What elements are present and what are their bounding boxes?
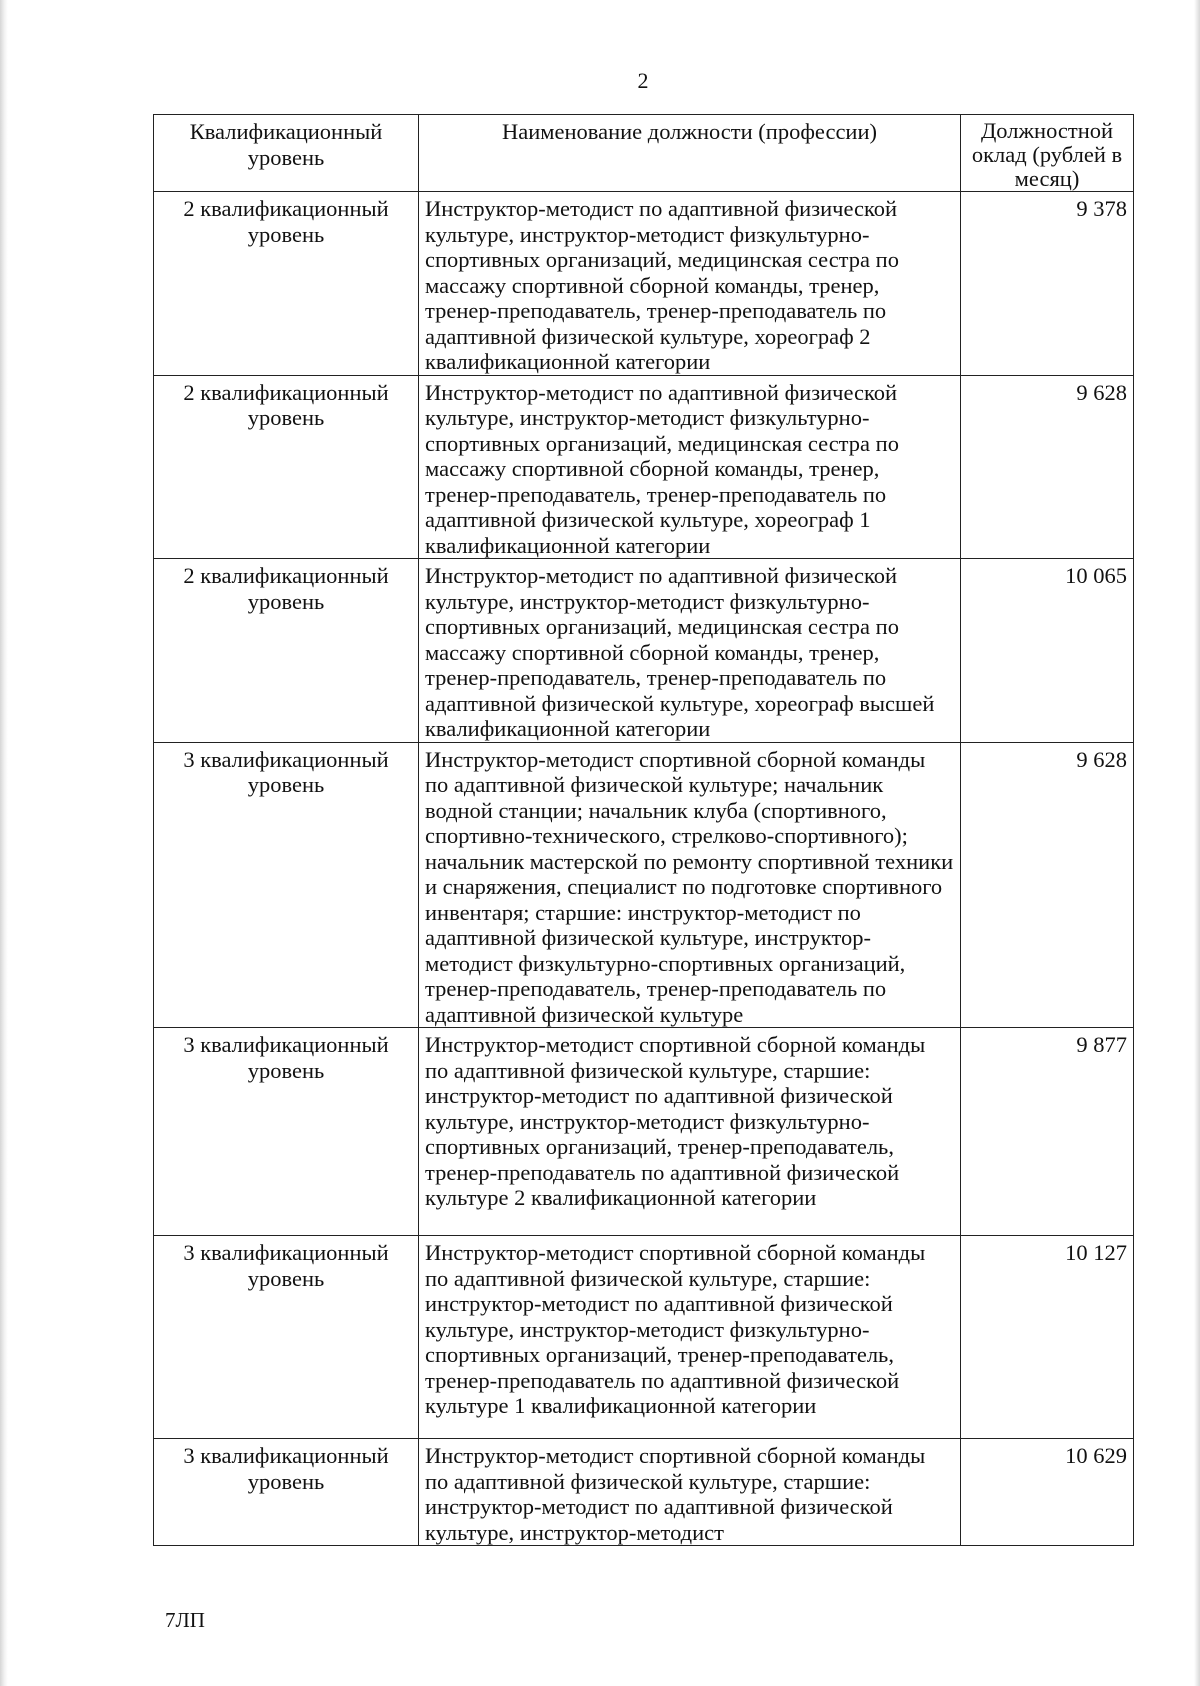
level-cell: 3 квалификационный уровень (154, 1236, 419, 1439)
position-title-cell: Инструктор-методист спортивной сборной команды по адаптивной физической культуре; начальник водной станции; начальник клуба (спортивного, спортивно-технического, стрелково-спортивного); начальник мастерской по ремонту спортивной техники и снаряжения, специалист по подготовке спортивного инвентаря; старшие: инструктор-методист по адаптивной физической культуре, инструктор-методист физкультурно-спортивных организаций, тренер-преподаватель, тренер-преподаватель по адаптивной физической культуре (419, 742, 961, 1028)
salary-table (153, 114, 1134, 1546)
level-cell: 2 квалификационный уровень (154, 192, 419, 376)
salary-cell: 10 127 (961, 1236, 1134, 1439)
table-row (154, 559, 1134, 743)
level-cell: 2 квалификационный уровень (154, 375, 419, 559)
salary-cell: 9 628 (961, 375, 1134, 559)
position-title-cell: Инструктор-методист по адаптивной физической культуре, инструктор-методист физкультурно-спортивных организаций, медицинская сестра по массажу спортивной сборной команды, тренер, тренер-преподаватель, тренер-преподаватель по адаптивной физической культуре, хореограф 1 квалификационной категории (419, 375, 961, 559)
table-row (154, 1236, 1134, 1439)
level-cell: 3 квалификационный уровень (154, 742, 419, 1028)
table-row (154, 192, 1134, 376)
salary-cell: 9 378 (961, 192, 1134, 376)
scan-edge-left (0, 0, 8, 1686)
table-row (154, 1028, 1134, 1236)
salary-cell: 10 629 (961, 1439, 1134, 1546)
salary-cell: 9 877 (961, 1028, 1134, 1236)
header-salary: Должностной оклад (рублей в месяц) (961, 115, 1134, 192)
table-row (154, 1439, 1134, 1546)
table-row (154, 742, 1134, 1028)
position-title-cell: Инструктор-методист спортивной сборной команды по адаптивной физической культуре, старшие: инструктор-методист по адаптивной физической культуре, инструктор-методист (419, 1439, 961, 1546)
position-title-cell: Инструктор-методист по адаптивной физической культуре, инструктор-методист физкультурно-спортивных организаций, медицинская сестра по массажу спортивной сборной команды, тренер, тренер-преподаватель, тренер-преподаватель по адаптивной физической культуре, хореограф высшей квалификационной категории (419, 559, 961, 743)
salary-cell: 10 065 (961, 559, 1134, 743)
level-cell: 3 квалификационный уровень (154, 1439, 419, 1546)
position-title-cell: Инструктор-методист по адаптивной физической культуре, инструктор-методист физкультурно-спортивных организаций, медицинская сестра по массажу спортивной сборной команды, тренер, тренер-преподаватель, тренер-преподаватель по адаптивной физической культуре, хореограф 2 квалификационной категории (419, 192, 961, 376)
level-cell: 2 квалификационный уровень (154, 559, 419, 743)
header-qualification-level: Квалификационный уровень (154, 115, 419, 192)
scan-edge-right (1194, 0, 1200, 1686)
document-code: 7ЛП (165, 1608, 205, 1632)
level-cell: 3 квалификационный уровень (154, 1028, 419, 1236)
table-header-row (154, 115, 1134, 192)
header-position-title: Наименование должности (профессии) (419, 115, 961, 192)
page-number: 2 (637, 68, 649, 93)
salary-cell: 9 628 (961, 742, 1134, 1028)
position-title-cell: Инструктор-методист спортивной сборной команды по адаптивной физической культуре, старшие: инструктор-методист по адаптивной физической культуре, инструктор-методист физкультурно-спортивных организаций, тренер-преподаватель, тренер-преподаватель по адаптивной физической культуре 1 квалификационной категории (419, 1236, 961, 1439)
position-title-cell: Инструктор-методист спортивной сборной команды по адаптивной физической культуре, старшие: инструктор-методист по адаптивной физической культуре, инструктор-методист физкультурно-спортивных организаций, тренер-преподаватель, тренер-преподаватель по адаптивной физической культуре 2 квалификационной категории (419, 1028, 961, 1236)
table-row (154, 375, 1134, 559)
